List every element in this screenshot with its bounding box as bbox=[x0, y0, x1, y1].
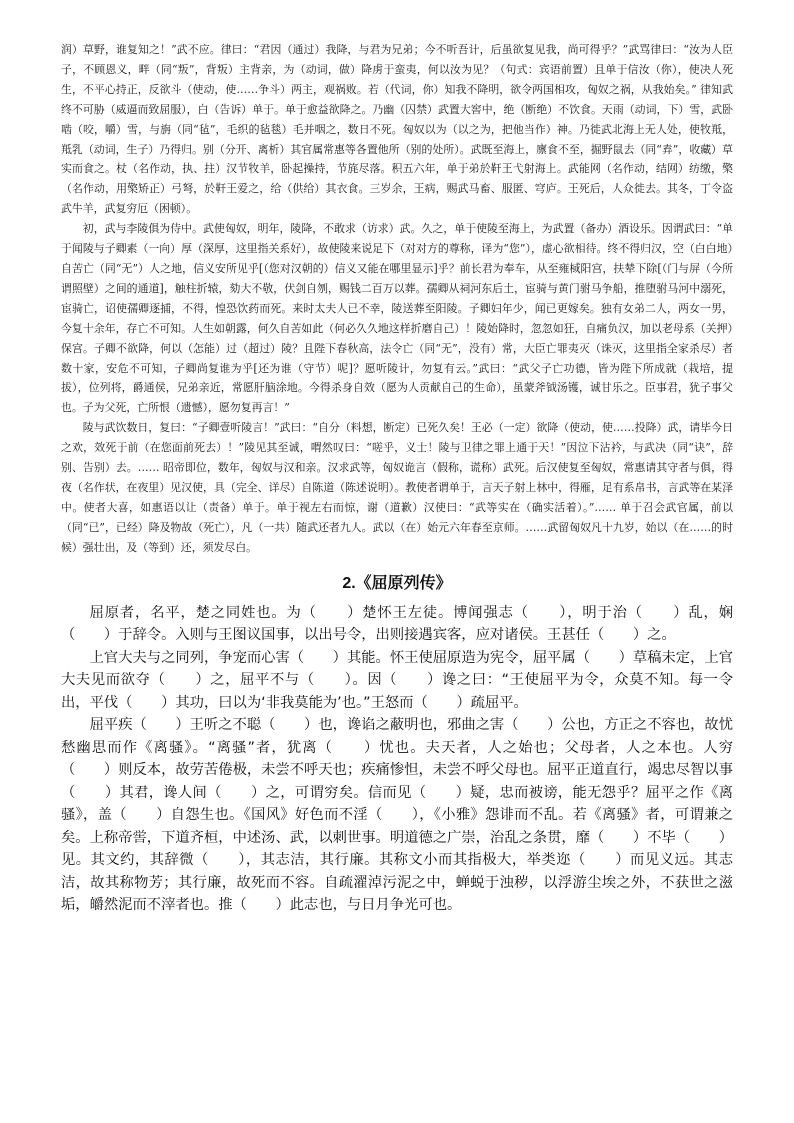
su-wu-paragraph-1: 润）草野，谁复知之！”武不应。律曰：“君因（通过）我降，与君为兄弟；今不听吾计，后虽欲复见我，尚可得乎？”武骂律曰：“汝为人臣子，不顾恩义，畔（同“叛”，背叛）主背亲，为（动词，做）降虏于蛮夷，何以汝为见？（句式：宾语前置）且单于信汝（你），使决人死生，不平心持正，反欲斗（使动，使……争斗）两主，观祸败。若（代词，你）知我不降明，欲令两国相攻，匈奴之祸，从我始矣。” 律知武终不可胁（威逼而致屈服），白（告诉）单于。单于愈益欲降之。乃幽（囚禁）武置大窖中，绝（断绝）不饮食。天雨（动词，下）雪，武卧啮（咬，嚼）雪，与旃（同“毡”，毛织的毡毯）毛并咽之，数日不死。匈奴以为（以之为，把他当作）神。乃徙武北海上无人处，使牧羝，羝乳（动词，生子）乃得归。别（分开、离析）其官属常惠等各置他所（别的处所）。武既至海上，廪食不至，掘野鼠去（同“弆”，收藏）草实而食之。杖（名作动，执、拄）汉节牧羊，卧起操持，节旄尽落。积五六年，单于弟於靬王弋射海上。武能网（名作动，结网）纺缴，檠（名作动，用檠矫正）弓弩，於靬王爱之，给（供给）其衣食。三岁余，王病，赐武马畜、服匿、穹庐。王死后，人众徙去。其冬，丁令盗武牛羊，武复穷厄（困顿）。 bbox=[61, 43, 733, 216]
su-wu-paragraph-3: 陵与武饮数日，复曰：“子卿壹听陵言！”武曰：“自分（料想，断定）已死久矣！王必（一定）欲降（使动，使……投降）武，请毕今日之欢，效死于前（在您面前死去）！”陵见其至诚，喟然叹曰：“嗟乎，义士！陵与卫律之罪上通于天！”因泣下沾衿，与武决（同“诀”，辞别、告别）去。…… 昭帝即位，数年，匈奴与汉和亲。汉求武等，匈奴诡言（假称，谎称）武死。后汉使复至匈奴，常惠请其守者与俱，得夜（名作状，在夜里）见汉使，具（完全、详尽）自陈道（陈述说明）。教使者谓单于，言天子射上林中，得雁，足有系帛书，言武等在某泽中。使者大喜，如惠语以让（责备）单于。单于视左右而惊，谢（道歉）汉使曰：“武等实在（确实活着）。”…… 单于召会武官属，前以（同“已”，已经）降及物故（死亡），凡（一共）随武还者九人。武以（在）始元六年春至京师。……武留匈奴凡十九岁，始以（在……的时候）强壮出，及（等到）还，须发尽白。 bbox=[61, 421, 733, 554]
section-heading-qu-yuan: 2.《屈原列传》 bbox=[342, 574, 452, 592]
qu-yuan-paragraph-3: 屈平疾（ ）王听之不聪（ ）也，谗谄之蔽明也，邪曲之害（ ）公也，方正之不容也，故忧愁幽思而作《离骚》。“离骚”者，犹离（ ）忧也。夫天者，人之始也；父母者，人之本也。人穷（ ）则反本，故劳苦倦极，未尝不呼天也；疾痛惨怛，未尝不呼父母也。屈平正道直行，竭忠尽智以事（ ）其君，谗人间（ ）之，可谓穷矣。信而见（ ）疑，忠而被谤，能无怨乎？屈平之作《离骚》，盖（ ）自怨生也。《国风》好色而不淫（ ），《小雅》怨诽而不乱。若《离骚》者，可谓兼之矣。上称帝喾，下道齐桓，中述汤、武，以刺世事。明道德之广崇，治乱之条贯，靡（ ）不毕（ ）见。其文约，其辞微（ ），其志洁，其行廉。其称文小而其指极大，举类迩（ ）而见义远。其志洁，故其称物芳；其行廉，故死而不容。自疏濯淖污泥之中，蝉蜕于浊秽，以浮游尘埃之外，不获世之滋垢，皭然泥而不滓者也。推（ ）此志也，与日月争光可也。 bbox=[61, 717, 733, 914]
qu-yuan-paragraph-2: 上官大夫与之同列，争宠而心害（ ）其能。怀王使屈原造为宪令，屈平属（ ）草稿未定，上官大夫见而欲夺（ ）之，屈平不与（ ）。因（ ）谗之曰：“王使屈平为令，众莫不知。每一令出，平伐（ ）其功，曰以为‘非我莫能为’也。”王怒而（ ）疏屈平。 bbox=[61, 649, 733, 711]
qu-yuan-paragraph-1: 屈原者，名平，楚之同姓也。为（ ）楚怀王左徒。博闻强志（ ），明于治（ ）乱，娴（ ）于辞令。入则与王图议国事，以出号令，出则接遇宾客，应对诸侯。王甚任（ ）之。 bbox=[61, 604, 733, 644]
su-wu-paragraph-2: 初，武与李陵俱为侍中。武使匈奴，明年，陵降，不敢求（访求）武。久之，单于使陵至海上，为武置（备办）酒设乐。因谓武曰：“单于闻陵与子卿素（一向）厚（深厚，这里指关系好），故使陵来说足下（对对方的尊称，译为“您”），虚心欲相待。终不得归汉，空（白白地）自苦亡（同“无”）人之地，信义安所见乎[（您对汉朝的）信义又能在哪里显示]乎？前长君为奉车，从至雍棫阳宫，扶辇下除[（门与屏（今所谓照壁）之间的通道]，触柱折辕，劾大不敬，伏剑自刎，赐钱二百万以葬。孺卿从祠河东后土，宦骑与黄门驸马争船，推堕驸马河中溺死，宦骑亡，诏使孺卿逐捕，不得，惶恐饮药而死。来时太夫人已不幸，陵送葬至阳陵。子卿妇年少，闻已更嫁矣。独有女弟二人，两女一男，今复十余年，存亡不可知。人生如朝露，何久自苦如此（何必久久地这样折磨自己）！陵始降时，忽忽如狂，自痛负汉，加以老母系（关押）保宫。子卿不欲降，何以（怎能）过（超过）陵？且陛下春秋高，法令亡（同“无”，没有）常，大臣亡罪夷灭（诛灭，这里指全家杀尽）者数十家，安危不可知，子卿尚复谁为乎[还为谁（守节）呢]？愿听陵计，勿复有云。”武曰：“武父子亡功德，皆为陛下所成就（栽培，提拔），位列将，爵通侯，兄弟亲近，常愿肝脑涂地。今得杀身自效（愿为人贡献自己的生命），虽蒙斧钺汤镬，诚甘乐之。臣事君，犹子事父也。子为父死，亡所恨（遗憾），愿勿复再言！” bbox=[61, 222, 733, 415]
document-page bbox=[61, 40, 733, 917]
